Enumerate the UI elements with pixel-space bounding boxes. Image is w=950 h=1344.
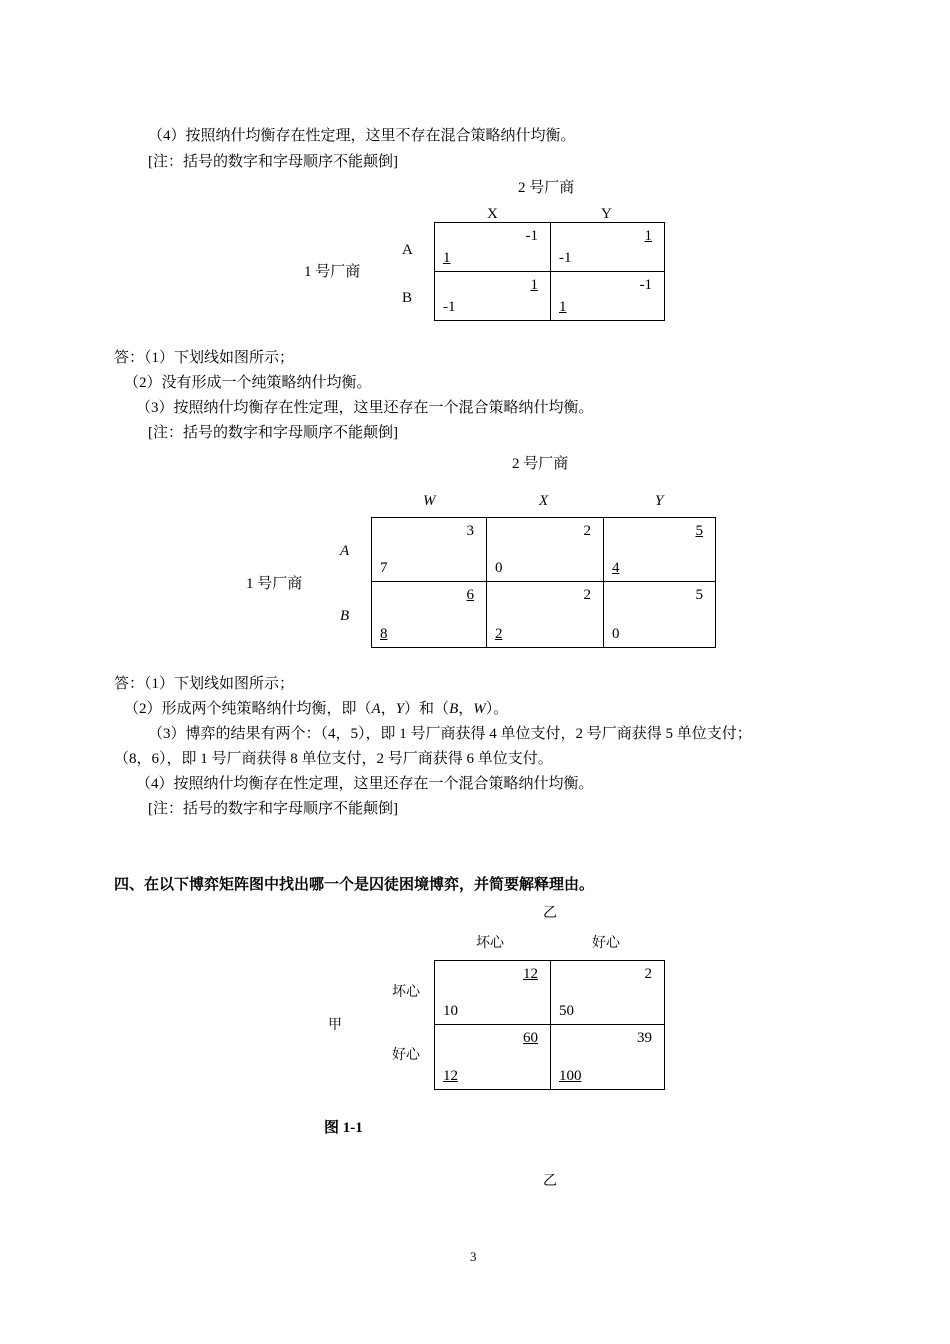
payoff-p2: 2 (583, 587, 591, 603)
row-label: A (340, 543, 350, 559)
player2-label: 乙 (543, 1174, 557, 1189)
answer-text: ）和（ (404, 701, 450, 717)
row-label: B (402, 290, 413, 306)
payoff-p1: 4 (612, 560, 620, 576)
payoff-p1: -1 (559, 250, 572, 266)
answer-line: （4）按照纳什均衡存在性定理，这里还存在一个混合策略纳什均衡。 (136, 776, 594, 792)
player1-label: 甲 (328, 1018, 342, 1033)
note: [注：括号的数字和字母顺序不能颠倒] (148, 425, 398, 441)
matrix-cell (551, 223, 664, 272)
matrix-cell (551, 961, 664, 1025)
payoff-p1: 0 (495, 560, 503, 576)
answer-text: ， (380, 701, 396, 717)
section-heading: 四、在以下博弈矩阵图中找出哪一个是囚徒困境博弈，并简要解释理由。 (114, 877, 595, 893)
payoff-p1: 0 (612, 626, 620, 642)
answer-line: （3）按照纳什均衡存在性定理，这里还存在一个混合策略纳什均衡。 (136, 400, 594, 416)
answer-line: （2）没有形成一个纯策略纳什均衡。 (124, 375, 372, 391)
answer-line: （8，6），即 1 号厂商获得 8 单位支付，2 号厂商获得 6 单位支付。 (114, 751, 553, 767)
payoff-p2: 39 (637, 1030, 652, 1046)
row-label: 好心 (392, 1048, 420, 1063)
payoff-p1: 2 (495, 626, 503, 642)
col-label: Y (655, 493, 664, 509)
payoff-p1: 12 (443, 1068, 458, 1084)
matrix-cell (604, 582, 715, 647)
col-label: 好心 (592, 936, 620, 951)
matrix-cell (372, 582, 487, 647)
matrix-cell (435, 272, 551, 320)
col-label: X (539, 493, 549, 509)
col-label: Y (601, 206, 612, 222)
payoff-p1: 1 (443, 250, 451, 266)
payoff-p2: 5 (695, 587, 703, 603)
payoff-p2: 12 (523, 966, 538, 982)
matrix-cell (551, 1025, 664, 1089)
player2-label: 2 号厂商 (518, 180, 575, 196)
payoff-p1: 8 (380, 626, 388, 642)
strategy-label: A (371, 701, 381, 717)
player1-label: 1 号厂商 (304, 264, 361, 280)
payoff-p2: -1 (525, 228, 538, 244)
payoff-p2: 60 (523, 1030, 538, 1046)
payoff-p1: 100 (559, 1068, 582, 1084)
strategy-label: B (449, 701, 459, 717)
payoff-p2: 1 (530, 277, 538, 293)
player1-label: 1 号厂商 (246, 576, 303, 592)
row-label: B (340, 608, 350, 624)
payoff-p2: 2 (644, 966, 652, 982)
answer-line: 答：（1）下划线如图所示； (114, 676, 295, 692)
strategy-label: W (473, 701, 486, 717)
note: [注：括号的数字和字母顺序不能颠倒] (148, 154, 398, 170)
matrix-cell (372, 518, 487, 582)
payoff-p2: 2 (583, 523, 591, 539)
answer-line: （3）博弈的结果有两个：（4，5），即 1 号厂商获得 4 单位支付，2 号厂商获得 5 单位支付； (148, 726, 752, 742)
row-label: 坏心 (392, 985, 420, 1000)
matrix-cell (487, 518, 604, 582)
payoff-p1: -1 (443, 299, 456, 315)
payoff-p2: 3 (466, 523, 474, 539)
payoff-p1: 50 (559, 1003, 574, 1019)
payoff-p1: 10 (443, 1003, 458, 1019)
matrix-cell (435, 1025, 551, 1089)
matrix-cell (487, 582, 604, 647)
matrix-cell (551, 272, 664, 320)
answer-text: （2）形成两个纯策略纳什均衡，即（ (124, 701, 372, 717)
payoff-p1: 7 (380, 560, 388, 576)
player2-label: 2 号厂商 (512, 456, 569, 472)
row-label: A (402, 242, 413, 258)
payoff-matrix (434, 222, 665, 321)
payoff-p2: 5 (695, 523, 703, 539)
payoff-matrix (371, 517, 716, 648)
matrix-cell (435, 961, 551, 1025)
matrix-cell (435, 223, 551, 272)
payoff-p2: 1 (644, 228, 652, 244)
answer-line (124, 699, 508, 719)
answer-text: ）。 (485, 701, 509, 717)
player2-label: 乙 (543, 906, 557, 921)
answer-text: ， (458, 701, 474, 717)
payoff-p2: -1 (639, 277, 652, 293)
payoff-p2: 6 (466, 587, 474, 603)
answer-line: 答：（1）下划线如图所示； (114, 350, 295, 366)
page-number: 3 (470, 1249, 477, 1264)
matrix-cell (604, 518, 715, 582)
payoff-matrix (434, 960, 665, 1090)
strategy-label: Y (395, 701, 405, 717)
figure-caption: 图 1-1 (324, 1120, 363, 1136)
col-label: 坏心 (476, 936, 504, 951)
payoff-p1: 1 (559, 299, 567, 315)
text-line: （4）按照纳什均衡存在性定理，这里不存在混合策略纳什均衡。 (148, 128, 576, 144)
col-label: W (423, 493, 436, 509)
col-label: X (487, 206, 498, 222)
note: [注：括号的数字和字母顺序不能颠倒] (148, 801, 398, 817)
